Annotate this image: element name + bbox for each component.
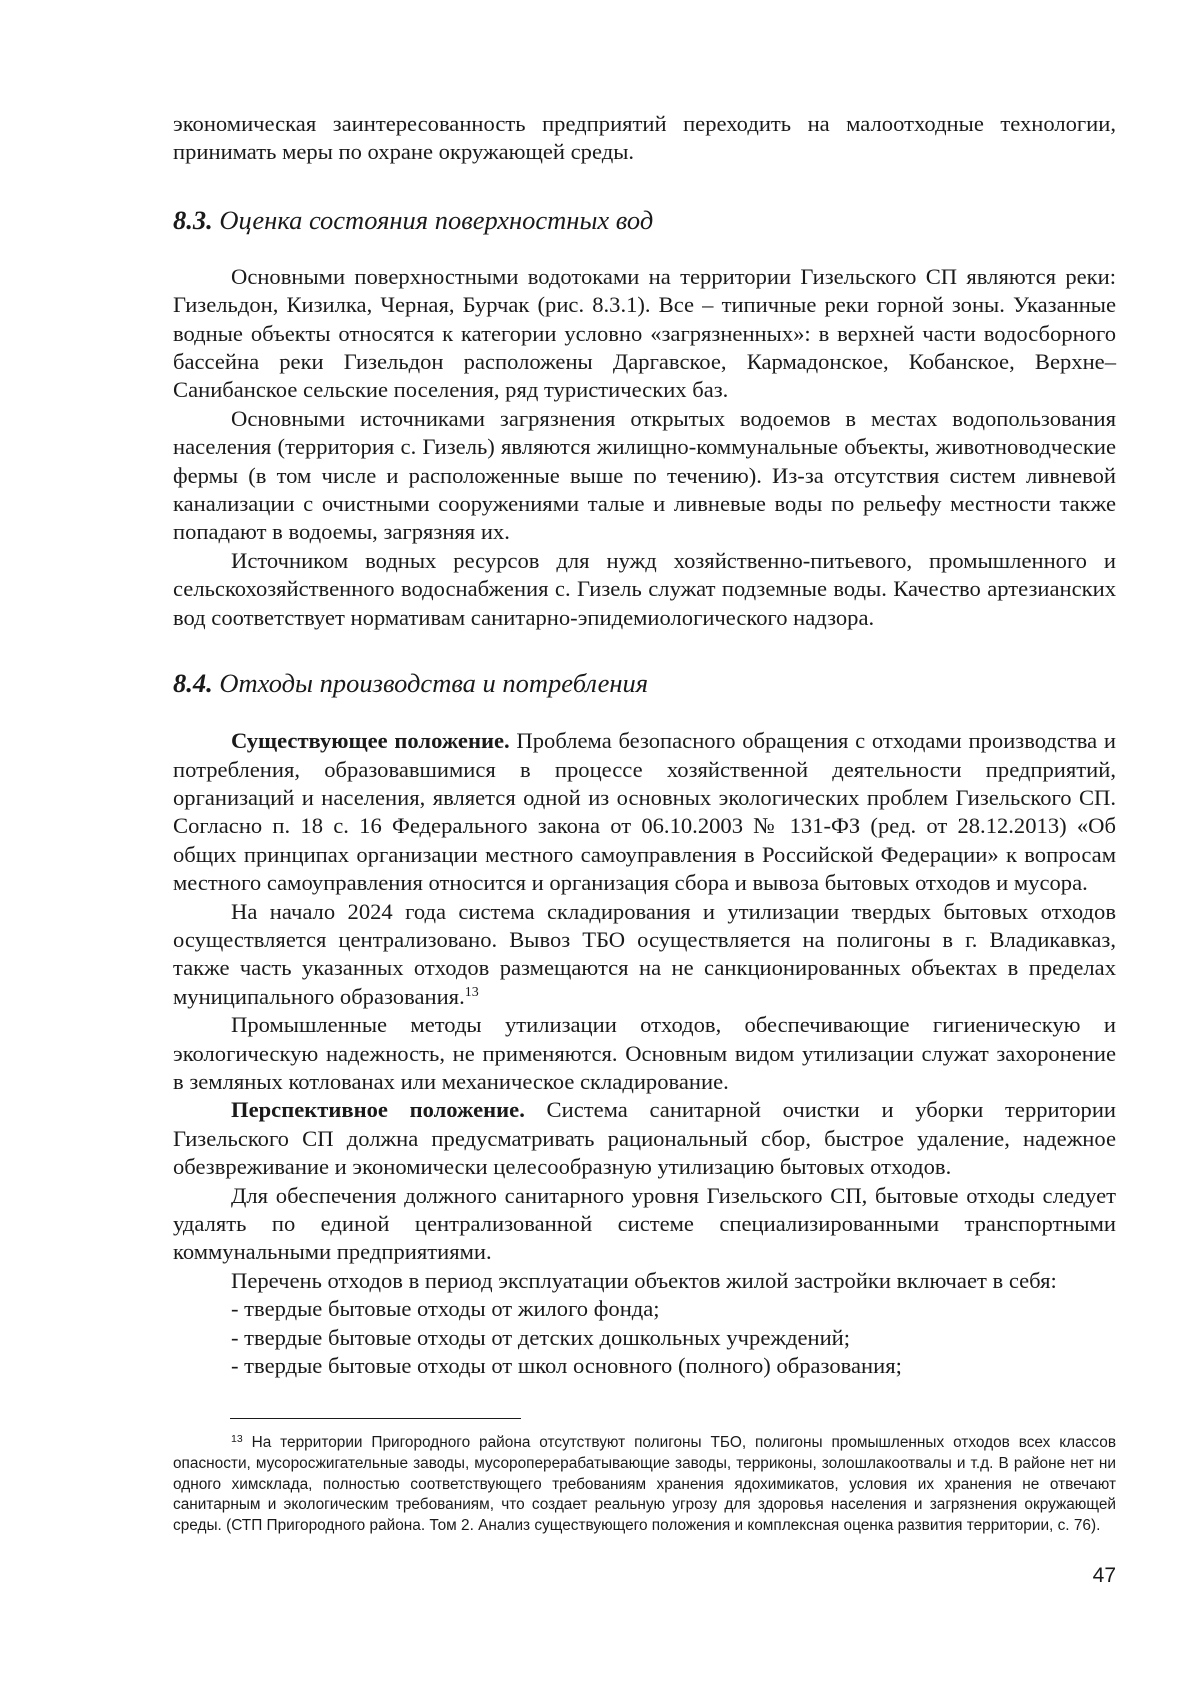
section-8-3-paragraph-2: Основными источниками загрязнения открытых водоемов в местах водопользования населения (территория с. Гизель) являются жилищно-коммунальные объекты, животноводческие фермы (в том числе и расположенные выше по течению). Из-за отсутствия систем ливневой канализации с очистными сооружениями талые и ливневые воды по рельефу местности также попадают в водоемы, загрязняя их. xyxy=(173,405,1116,545)
sanitary-level-paragraph: Для обеспечения должного санитарного уровня Гизельского СП, бытовые отходы следует удалять по единой централизованной системе специализированными транспортными коммунальными предприятиями. xyxy=(173,1182,1116,1265)
section-8-3-number: 8.3. xyxy=(173,204,213,235)
waste-collection-text: На начало 2024 года система складирования и утилизации твердых бытовых отходов осуществляется централизовано. Вывоз ТБО осуществляется на полигоны в г. Владикавказ, также часть указанных отходов размещаются на не санкционированных объектах в пределах муниципального образования. xyxy=(173,898,1116,1009)
footnote-divider xyxy=(230,1418,521,1419)
waste-list-item: - твердые бытовые отходы от детских дошкольных учреждений; xyxy=(231,1324,851,1350)
existing-situation-lead: Существующее положение. xyxy=(231,728,510,754)
prospective-situation-lead: Перспективное положение. xyxy=(231,1097,525,1123)
prospective-situation-paragraph xyxy=(173,1096,1116,1181)
waste-collection-paragraph xyxy=(173,898,1116,1012)
section-8-3-title: Оценка состояния поверхностных вод xyxy=(219,204,654,235)
section-8-4-heading xyxy=(173,666,1116,700)
waste-list-item: - твердые бытовые отходы от жилого фонда; xyxy=(231,1296,660,1322)
existing-situation-text: Проблема безопасного обращения с отходами производства и потребления, образовавшимися в процессе хозяйственной деятельности предприятий, организаций и населения, является одной из основных экологических проблем Гизельского СП. Согласно п. 18 с. 16 Федерального закона от 06.10.2003 № 131-ФЗ (ред. от 28.12.2013) «Об общих принципах организации местного самоуправления в Российской Федерации» к вопросам местного самоуправления относится и организация сбора и вывоза бытовых отходов и мусора. xyxy=(173,728,1116,896)
page-number: 47 xyxy=(1092,1564,1116,1587)
section-8-3-paragraph-1: Основными поверхностными водотоками на территории Гизельского СП являются реки: Гизельдон, Кизилка, Черная, Бурчак (рис. 8.3.1). Все – типичные реки горной зоны. Указанные водные объекты относятся к категории условно «загрязненных»: в верхней части водосборного бассейна реки Гизельдон расположены Даргавское, Кармадонское, Кобанское, Верхне–Санибанское сельские поселения, ряд туристических баз. xyxy=(173,263,1116,403)
footnote-text: На территории Пригородного района отсутствуют полигоны ТБО, полигоны промышленных отходов всех классов опасности, мусоросжигательные заводы, мусороперерабатывающие заводы, терриконы, золошлакоотвалы и т.д. В районе нет ни одного химсклада, полностью соответствующего требованиям хранения ядохимикатов, условия их хранения не отвечают санитарным и экологическим требованиям, что создает реальную угрозу для здоровья населения и загрязнения окружающей среды. (СТП Пригородного района. Том 2. Анализ существующего положения и комплексная оценка развития территории, с. 76). xyxy=(173,1434,1116,1535)
section-8-4-title: Отходы производства и потребления xyxy=(219,668,649,699)
footnote-reference[interactable]: 13 xyxy=(464,984,479,1000)
waste-list-intro: Перечень отходов в период эксплуатации объектов жилой застройки включает в себя: xyxy=(231,1267,1057,1293)
section-8-3-heading xyxy=(173,203,1116,237)
disposal-methods-paragraph: Промышленные методы утилизации отходов, обеспечивающие гигиеническую и экологическую надежность, не применяются. Основным видом утилизации служат захоронение в земляных котлованах или механическое складирование. xyxy=(173,1012,1116,1094)
prospective-situation-text: Система санитарной очистки и уборки территории Гизельского СП должна предусматривать рациональный сбор, быстрое удаление, надежное обезвреживание и экономически целесообразную утилизацию бытовых отходов. xyxy=(173,1097,1116,1180)
existing-situation-paragraph xyxy=(173,727,1116,897)
footnote-number: 13 xyxy=(231,1433,243,1445)
footnote xyxy=(173,1433,1116,1537)
intro-paragraph: экономическая заинтересованность предприятий переходить на малоотходные технологии, принимать меры по охране окружающей среды. xyxy=(173,111,1116,165)
page-body xyxy=(173,110,1116,1380)
section-8-3-paragraph-3: Источником водных ресурсов для нужд хозяйственно-питьевого, промышленного и сельскохозяйственного водоснабжения с. Гизель служат подземные воды. Качество артезианских вод соответствует нормативам санитарно-эпидемиологического надзора. xyxy=(173,547,1116,630)
section-8-4-number: 8.4. xyxy=(173,668,213,699)
waste-list-item: - твердые бытовые отходы от школ основного (полного) образования; xyxy=(231,1353,902,1379)
